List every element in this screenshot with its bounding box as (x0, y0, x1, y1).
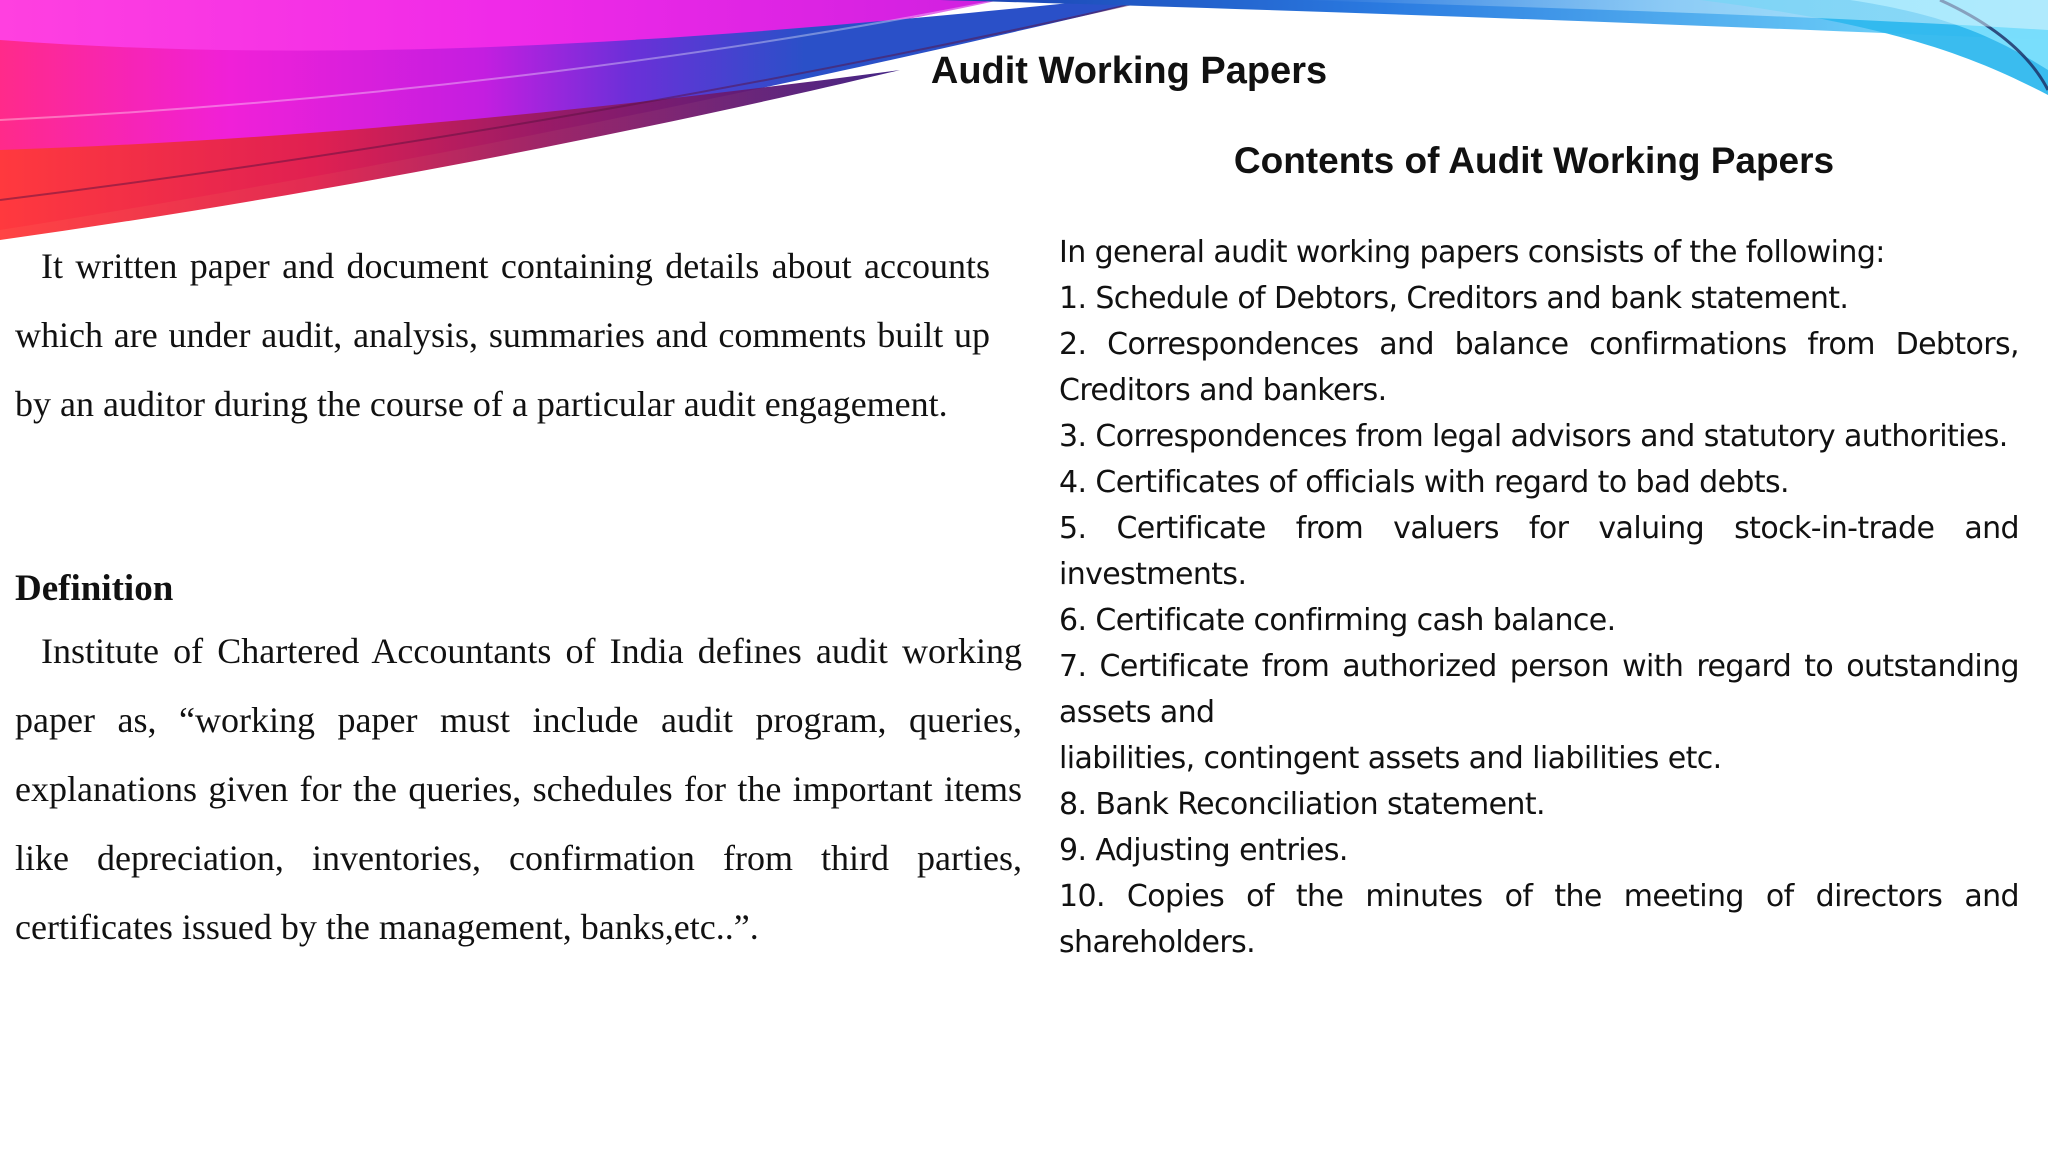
definition-paragraph: Institute of Chartered Accountants of India defines audit working paper as, “working paper must include audit program, queries, explanations given for the queries, schedules for the important items like depreciation, inventories, confirmation from third parties, certificates issued by the management, banks,etc..”. (15, 631, 1022, 947)
list-item: liabilities, contingent assets and liabilities etc. (1059, 741, 1722, 776)
slide-title: Audit Working Papers (930, 50, 1328, 92)
intro-paragraph: It written paper and document containing details about accounts which are under audit, analysis, summaries and comments built up by an auditor during the course of a particular audit engagement. (15, 246, 990, 424)
list-item: 4. Certificates of officials with regard to bad debts. (1059, 465, 1789, 500)
list-item: 1. Schedule of Debtors, Creditors and bank statement. (1059, 281, 1849, 316)
list-item: 7. Certificate from authorized person with regard to outstanding assets and (1059, 649, 2019, 730)
list-item: 5. Certificate from valuers for valuing stock-in-trade and investments. (1059, 511, 2019, 592)
contents-list (1059, 230, 2019, 966)
list-item: 10. Copies of the minutes of the meeting of directors and shareholders. (1059, 879, 2019, 960)
definition-heading: Definition (15, 568, 174, 609)
list-item: 2. Correspondences and balance confirmations from Debtors, Creditors and bankers. (1059, 327, 2019, 408)
contents-intro: In general audit working papers consists of the following: (1059, 235, 1885, 270)
list-item: 9. Adjusting entries. (1059, 833, 1348, 868)
list-item: 8. Bank Reconciliation statement. (1059, 787, 1545, 822)
list-item: 3. Correspondences from legal advisors and statutory authorities. (1059, 419, 2008, 454)
decorative-swoosh-banner (0, 0, 2048, 260)
contents-heading: Contents of Audit Working Papers (1233, 140, 1835, 181)
list-item: 6. Certificate confirming cash balance. (1059, 603, 1616, 638)
